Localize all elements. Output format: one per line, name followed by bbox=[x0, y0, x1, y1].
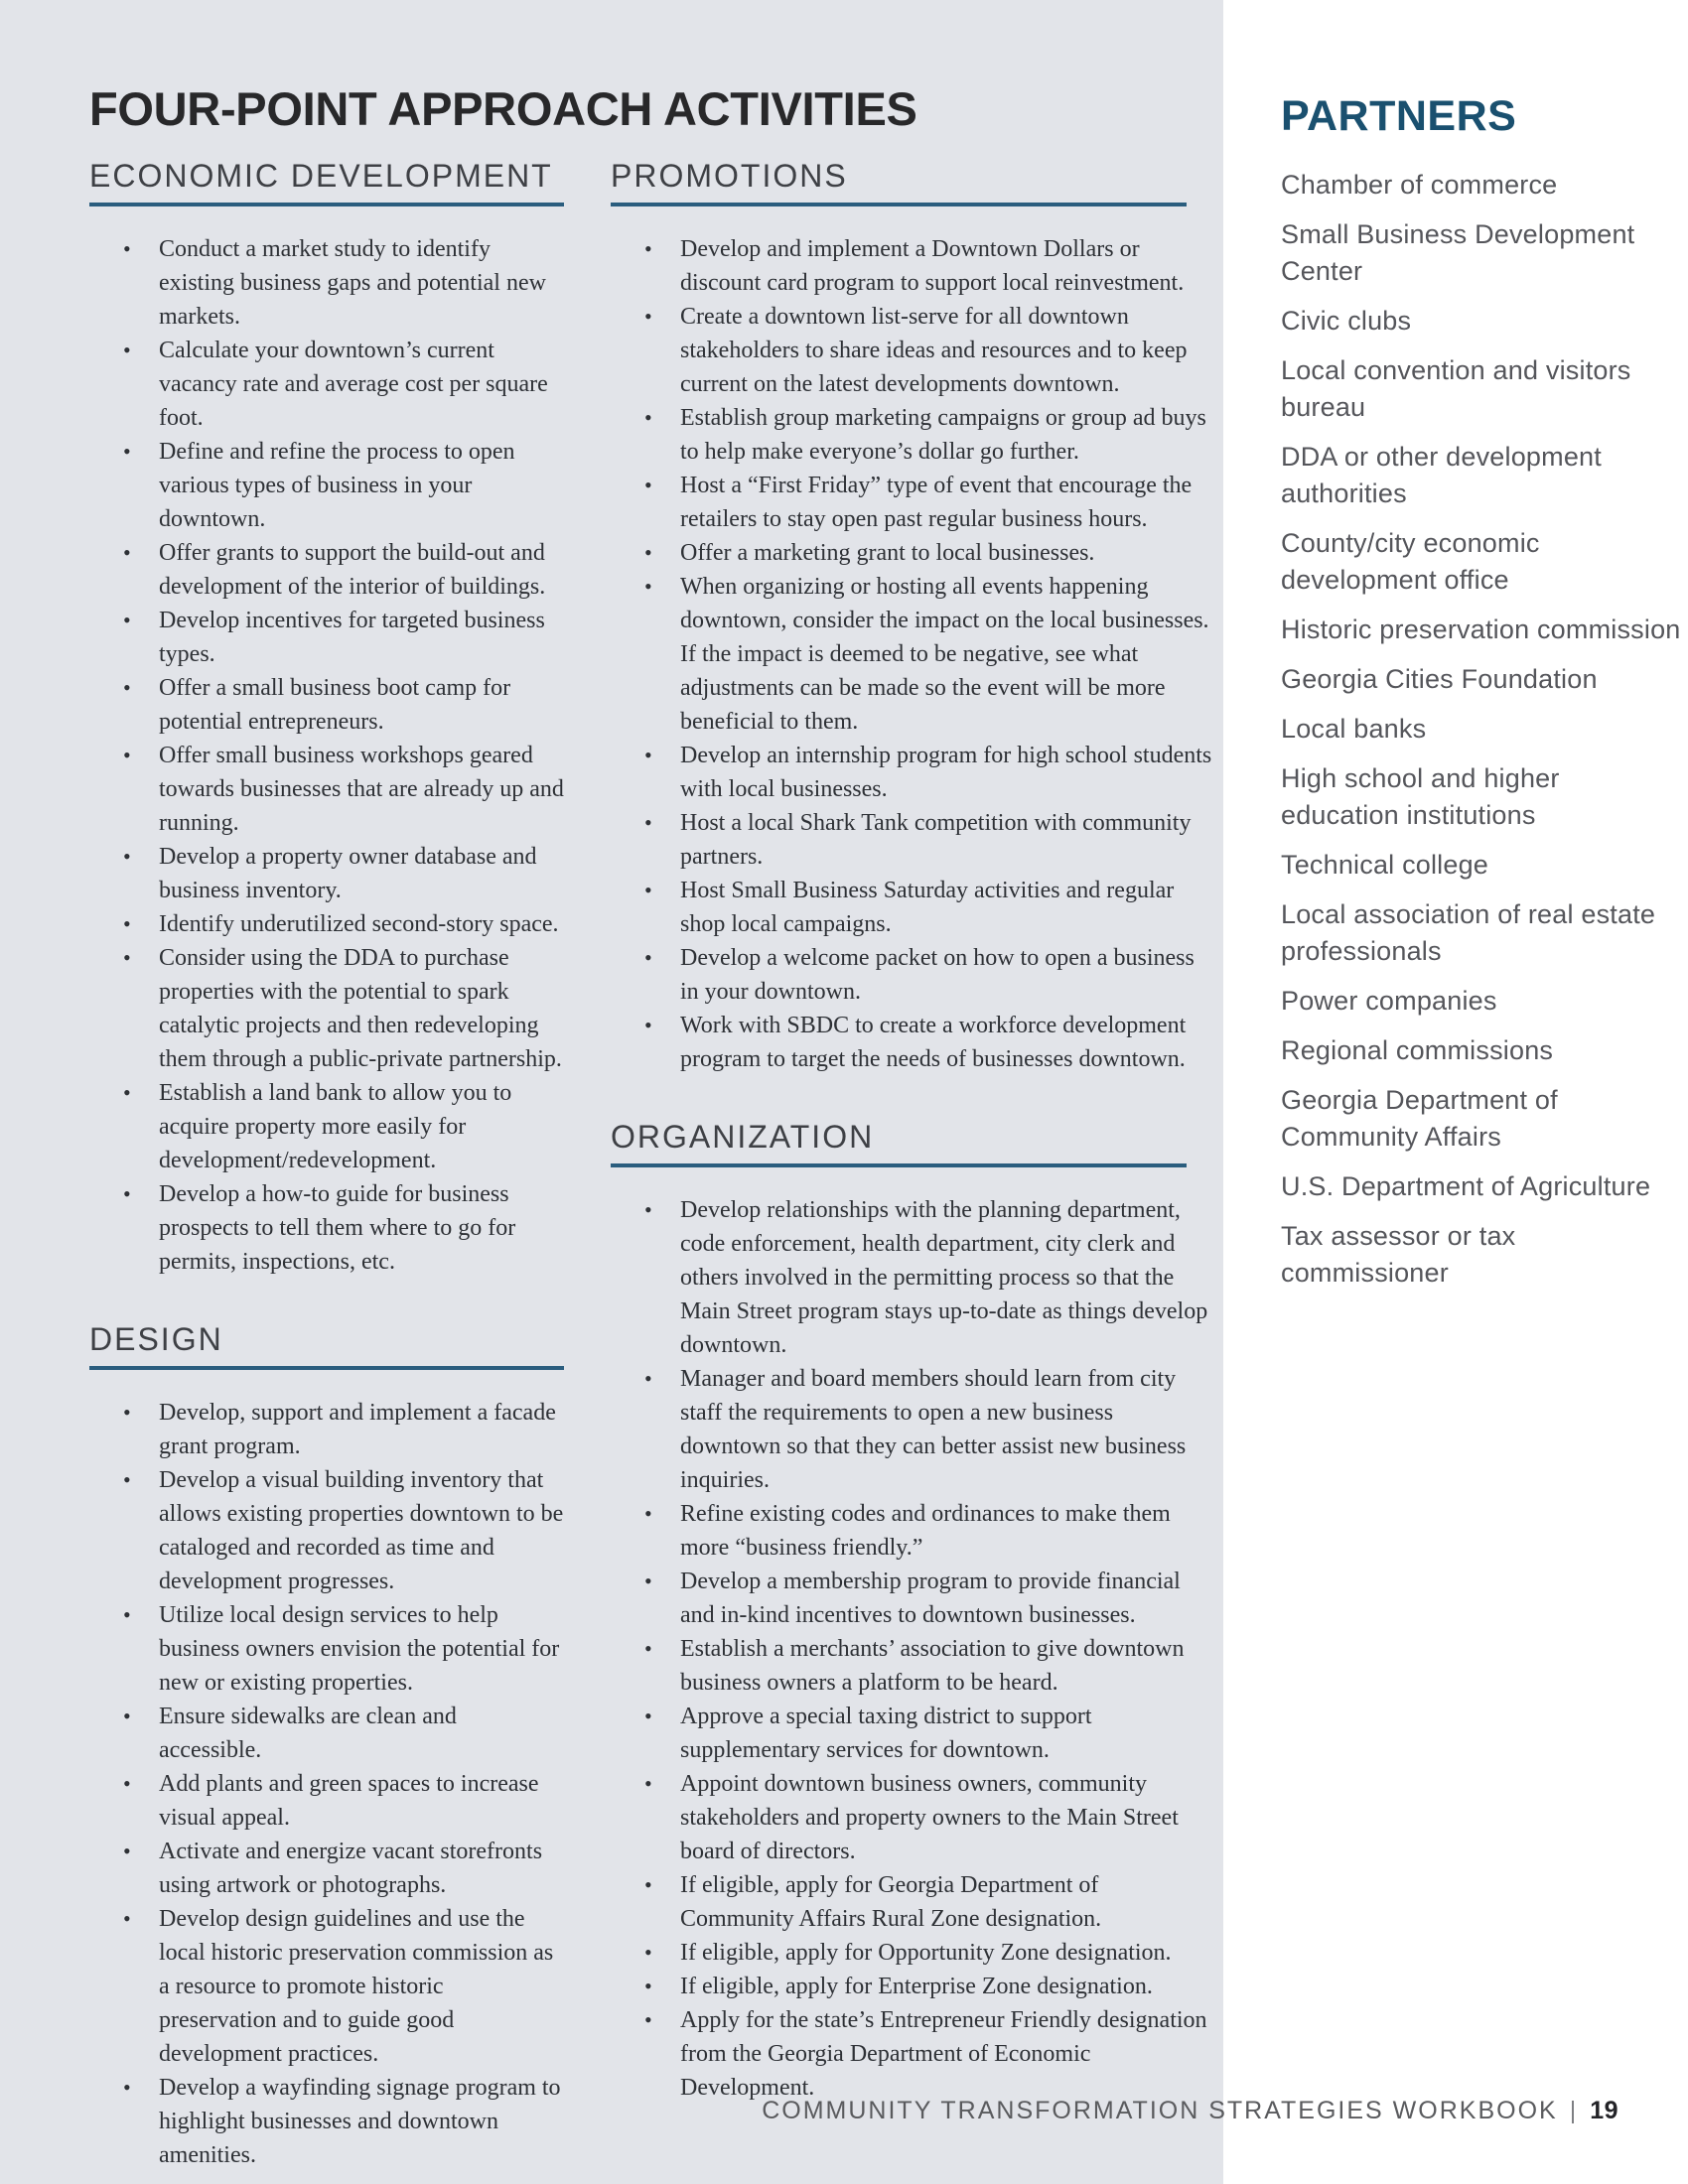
section-divider bbox=[89, 203, 564, 206]
section-divider bbox=[611, 1163, 1187, 1167]
partner-item: Chamber of commerce bbox=[1281, 170, 1558, 200]
section-economic-development bbox=[89, 157, 564, 1279]
activity-item: • Offer grants to support the build-out and development of the interior of buildings. bbox=[89, 536, 564, 604]
footer-text: COMMUNITY TRANSFORMATION STRATEGIES WORKBOOK bbox=[762, 2097, 1558, 2124]
partner-item: DDA or other development authorities bbox=[1281, 442, 1602, 508]
section-divider bbox=[611, 203, 1187, 206]
activity-item: • Identify underutilized second-story space. bbox=[89, 907, 564, 941]
partner-item: Georgia Department of Community Affairs bbox=[1281, 1085, 1558, 1152]
activity-item: • Utilize local design services to help business owners envision the potential for new or existing properties. bbox=[89, 1598, 564, 1700]
partner-item: Local convention and visitors bureau bbox=[1281, 355, 1631, 422]
activity-item: • Host Small Business Saturday activities and regular shop local campaigns. bbox=[611, 874, 1216, 941]
page-number: 19 bbox=[1590, 2097, 1618, 2124]
activity-item: • Activate and energize vacant storefronts using artwork or photographs. bbox=[89, 1835, 564, 1902]
activity-item: • If eligible, apply for Opportunity Zone designation. bbox=[611, 1936, 1216, 1970]
partner-item: County/city economic development office bbox=[1281, 528, 1540, 595]
partner-item: Tax assessor or tax commissioner bbox=[1281, 1221, 1516, 1288]
activity-item: • Offer a small business boot camp for potential entrepreneurs. bbox=[89, 671, 564, 739]
activity-item: • Develop an internship program for high school students with local businesses. bbox=[611, 739, 1216, 806]
activity-item: • Develop a visual building inventory that allows existing properties downtown to be cataloged and recorded as time and development progresses. bbox=[89, 1463, 564, 1598]
partner-item: Civic clubs bbox=[1281, 306, 1412, 336]
activity-item: • Add plants and green spaces to increase visual appeal. bbox=[89, 1767, 564, 1835]
activity-item: • Develop incentives for targeted business types. bbox=[89, 604, 564, 671]
section-organization bbox=[611, 1118, 1216, 2105]
partner-item: Georgia Cities Foundation bbox=[1281, 664, 1598, 694]
activity-item: • Host a “First Friday” type of event that encourage the retailers to stay open past regular business hours. bbox=[611, 469, 1216, 536]
activity-item: • Develop relationships with the planning department, code enforcement, health department, city clerk and others involved in the permitting process so that the Main Street program stays up-to-date as things develop downtown. bbox=[611, 1193, 1216, 1362]
activity-list bbox=[89, 232, 564, 1279]
activity-item: • Offer small business workshops geared towards businesses that are already up and running. bbox=[89, 739, 564, 840]
section-title: ECONOMIC DEVELOPMENT bbox=[89, 158, 553, 194]
activity-item: • Offer a marketing grant to local businesses. bbox=[611, 536, 1216, 570]
partner-item: Regional commissions bbox=[1281, 1035, 1554, 1065]
partner-item: High school and higher education institutions bbox=[1281, 763, 1560, 830]
activity-item: • Establish a land bank to allow you to acquire property more easily for development/redevelopment. bbox=[89, 1076, 564, 1177]
activity-item: • Work with SBDC to create a workforce development program to target the needs of businesses downtown. bbox=[611, 1009, 1216, 1076]
activity-item: • Apply for the state’s Entrepreneur Friendly designation from the Georgia Department of Economic Development. bbox=[611, 2003, 1216, 2105]
activity-list bbox=[611, 232, 1216, 1076]
activity-item: • Develop design guidelines and use the local historic preservation commission as a resource to promote historic preservation and to guide good development practices. bbox=[89, 1902, 564, 2071]
section-title: ORGANIZATION bbox=[611, 1119, 875, 1155]
activity-item: • Develop a property owner database and business inventory. bbox=[89, 840, 564, 907]
section-design bbox=[89, 1320, 564, 2172]
partner-item: Local banks bbox=[1281, 714, 1427, 744]
activity-item: • If eligible, apply for Georgia Department of Community Affairs Rural Zone designation. bbox=[611, 1868, 1216, 1936]
partner-item: Power companies bbox=[1281, 986, 1497, 1016]
activity-item: • Establish group marketing campaigns or group ad buys to help make everyone’s dollar go further. bbox=[611, 401, 1216, 469]
activity-item: • Refine existing codes and ordinances to make them more “business friendly.” bbox=[611, 1497, 1216, 1565]
activity-item: • Host a local Shark Tank competition with community partners. bbox=[611, 806, 1216, 874]
section-divider bbox=[89, 1366, 564, 1370]
section-title: DESIGN bbox=[89, 1321, 223, 1357]
section-title: PROMOTIONS bbox=[611, 158, 848, 194]
activity-item: • Develop, support and implement a facade grant program. bbox=[89, 1396, 564, 1463]
activity-item: • Develop and implement a Downtown Dollars or discount card program to support local reinvestment. bbox=[611, 232, 1216, 300]
partner-item: Technical college bbox=[1281, 850, 1489, 880]
activity-item: • Calculate your downtown’s current vacancy rate and average cost per square foot. bbox=[89, 334, 564, 435]
page-footer bbox=[762, 2097, 1618, 2125]
page-title: FOUR-POINT APPROACH ACTIVITIES bbox=[89, 82, 917, 135]
activity-item: • Conduct a market study to identify existing business gaps and potential new markets. bbox=[89, 232, 564, 334]
partner-item: U.S. Department of Agriculture bbox=[1281, 1171, 1651, 1201]
partners-list bbox=[1281, 167, 1682, 1292]
activity-item: • Create a downtown list-serve for all downtown stakeholders to share ideas and resources and to keep current on the latest developments downtown. bbox=[611, 300, 1216, 401]
footer-separator: | bbox=[1569, 2097, 1579, 2124]
partners-title: PARTNERS bbox=[1281, 92, 1517, 140]
activity-item: • Consider using the DDA to purchase properties with the potential to spark catalytic projects and then redeveloping them through a public-private partnership. bbox=[89, 941, 564, 1076]
activity-item: • Approve a special taxing district to support supplementary services for downtown. bbox=[611, 1700, 1216, 1767]
activity-item: • Develop a wayfinding signage program to highlight businesses and downtown amenities. bbox=[89, 2071, 564, 2172]
section-promotions bbox=[611, 157, 1216, 1076]
activity-item: • When organizing or hosting all events happening downtown, consider the impact on the local businesses. If the impact is deemed to be negative, see what adjustments can be made so the event will be more beneficial to them. bbox=[611, 570, 1216, 739]
partner-item: Local association of real estate professionals bbox=[1281, 899, 1656, 966]
activity-item: • Develop a welcome packet on how to open a business in your downtown. bbox=[611, 941, 1216, 1009]
partner-item: Historic preservation commission bbox=[1281, 614, 1681, 644]
activity-item: • Ensure sidewalks are clean and accessible. bbox=[89, 1700, 564, 1767]
activity-item: • Appoint downtown business owners, community stakeholders and property owners to the Main Street board of directors. bbox=[611, 1767, 1216, 1868]
activity-item: • If eligible, apply for Enterprise Zone designation. bbox=[611, 1970, 1216, 2003]
column-middle bbox=[611, 157, 1216, 2105]
activity-item: • Define and refine the process to open various types of business in your downtown. bbox=[89, 435, 564, 536]
activity-item: • Develop a how-to guide for business prospects to tell them where to go for permits, inspections, etc. bbox=[89, 1177, 564, 1279]
column-left bbox=[89, 157, 564, 2172]
activity-list bbox=[89, 1396, 564, 2172]
activity-item: • Manager and board members should learn from city staff the requirements to open a new business downtown so that they can better assist new business inquiries. bbox=[611, 1362, 1216, 1497]
activity-list bbox=[611, 1193, 1216, 2105]
activity-item: • Develop a membership program to provide financial and in-kind incentives to downtown businesses. bbox=[611, 1565, 1216, 1632]
activity-item: • Establish a merchants’ association to give downtown business owners a platform to be heard. bbox=[611, 1632, 1216, 1700]
partner-item: Small Business Development Center bbox=[1281, 219, 1635, 286]
partners-sidebar bbox=[1281, 93, 1682, 1304]
